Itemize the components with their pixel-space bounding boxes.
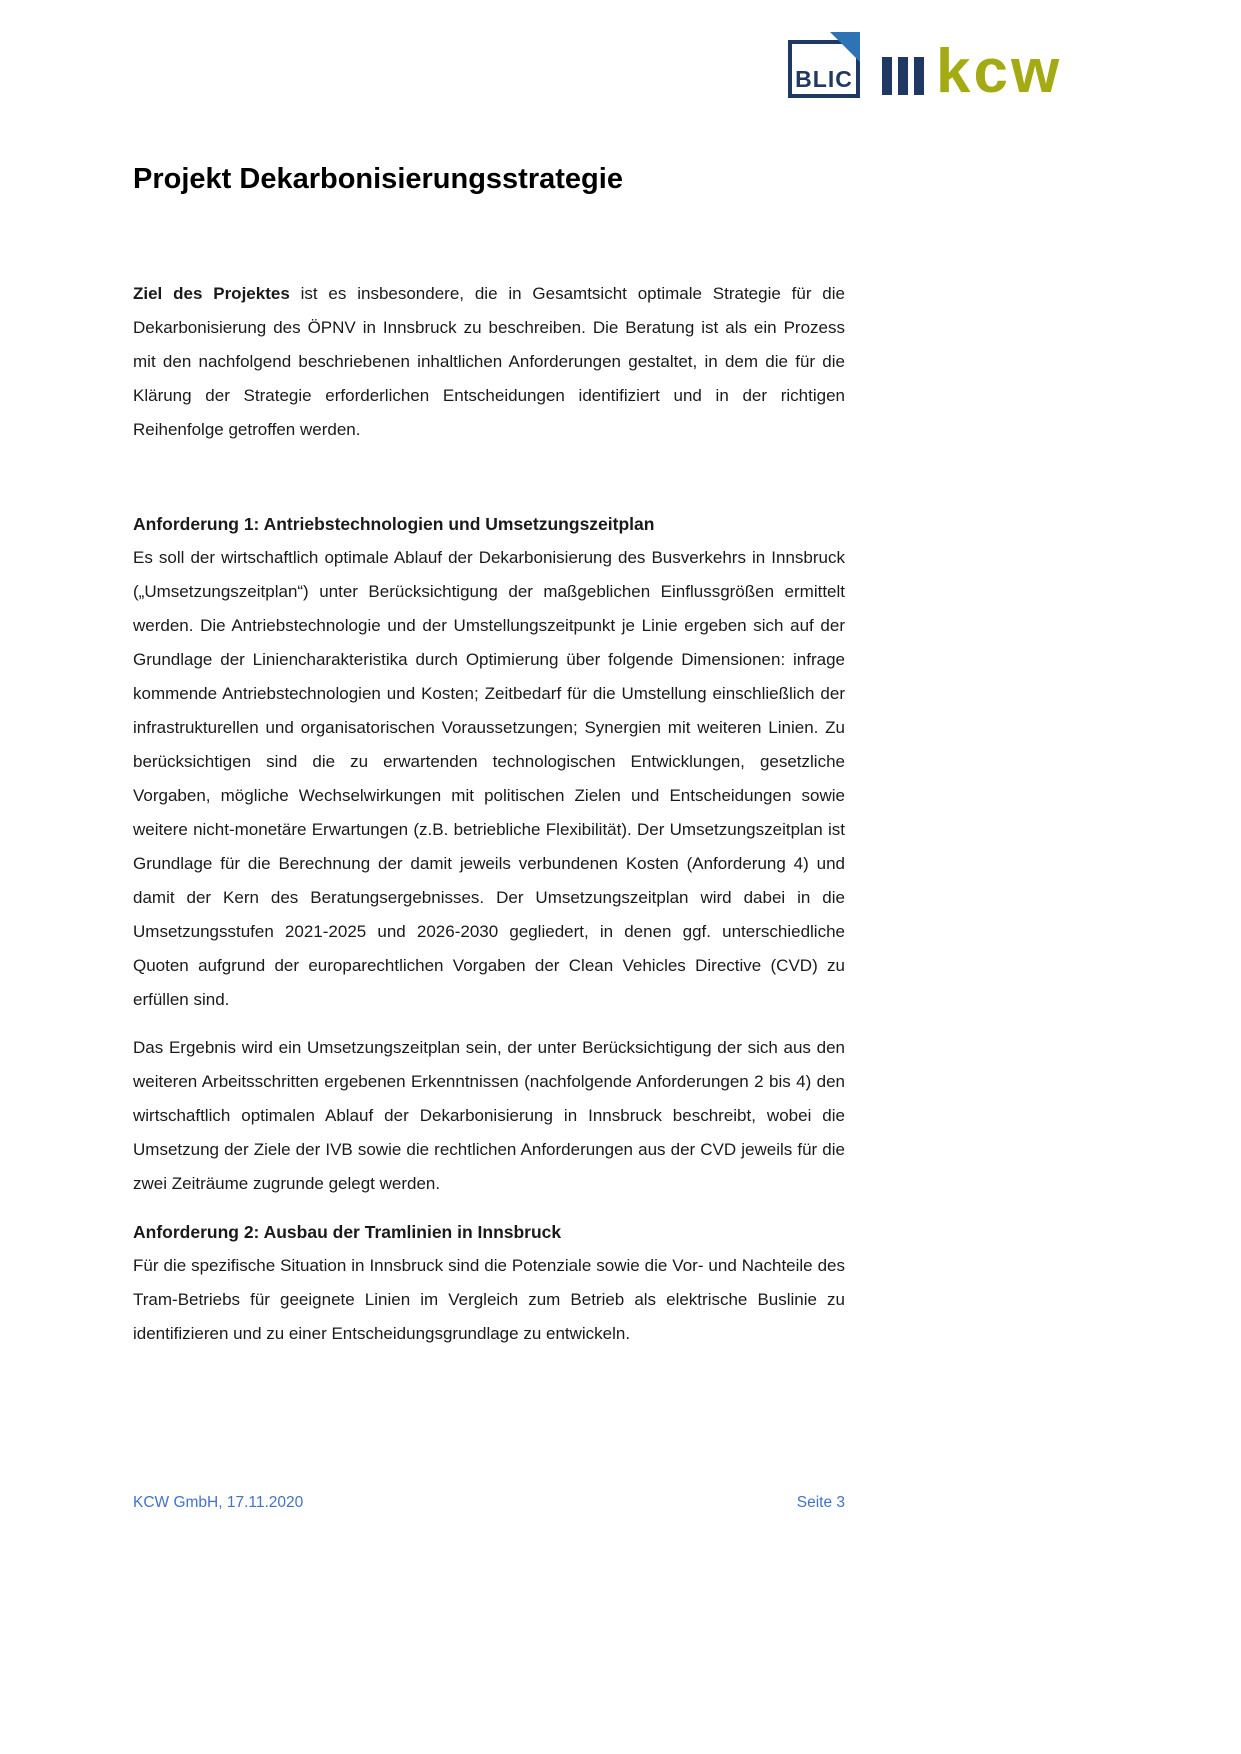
footer-left-text: KCW GmbH, 17.11.2020 (133, 1494, 304, 1511)
document-content (133, 0, 845, 1365)
kcw-logo-text: kcw (936, 37, 1063, 107)
kcw-logo (882, 37, 1063, 107)
section-1-heading: Anforderung 1: Antriebstechnologien und Umsetzungszeitplan (133, 513, 655, 534)
page-footer (133, 1494, 845, 1512)
section-anforderung-1 (133, 507, 845, 1201)
section-anforderung-2 (133, 1215, 845, 1351)
kcw-bars-icon (882, 57, 924, 95)
page-title: Projekt Dekarbonisierungsstrategie (133, 163, 623, 195)
intro-text: ist es insbesondere, die in Gesamtsicht optimale Strategie für die Dekarbonisierung des ÖPNV in Innsbruck zu beschreiben. Die Beratung ist als ein Prozess mit den nachfolgend beschriebenen inhaltlichen Anforderungen gestaltet, in dem die für die Klärung der Strategie erforderlichen Entscheidungen identifiziert und in der richtigen Reihenfolge getroffen werden. (133, 283, 845, 439)
blic-logo-text: BLIC (795, 66, 853, 92)
section-2-paragraph-1: Für die spezifische Situation in Innsbruck sind die Potenziale sowie die Vor- und Nachteile des Tram-Betriebs für geeignete Linien im Vergleich zum Betrieb als elektrische Buslinie zu identifizieren und zu einer Entscheidungsgrundlage zu entwickeln. (133, 1255, 845, 1343)
footer-page-number: Seite 3 (796, 1494, 845, 1511)
section-1-paragraph-1: Es soll der wirtschaftlich optimale Ablauf der Dekarbonisierung des Busverkehrs in Innsbruck („Umsetzungszeitplan“) unter Berücksichtigung der maßgeblichen Einflussgrößen ermittelt werden. Die Antriebstechnologie und der Umstellungszeitpunkt je Linie ergeben sich auf der Grundlage der Liniencharakteristika durch Optimierung über folgende Dimensionen: infrage kommende Antriebstechnologien und Kosten; Zeitbedarf für die Umstellung einschließlich der infrastrukturellen und organisatorischen Voraussetzungen; Synergien mit weiteren Linien. Zu berücksichtigen sind die zu erwartenden technologischen Entwicklungen, gesetzliche Vorgaben, mögliche Wechselwirkungen mit politischen Zielen und Entscheidungen sowie weitere nicht-monetäre Erwartungen (z.B. betriebliche Flexibilität). Der Umsetzungszeitplan ist Grundlage für die Berechnung der damit jeweils verbundenen Kosten (Anforderung 4) und damit der Kern des Beratungsergebnisses. Der Umsetzungszeitplan wird dabei in die Umsetzungsstufen 2021-2025 und 2026-2030 gegliedert, in denen ggf. unterschiedliche Quoten aufgrund der europarechtlichen Vorgaben der Clean Vehicles Directive (CVD) zu erfüllen sind. (133, 547, 845, 1009)
section-1-paragraph-2: Das Ergebnis wird ein Umsetzungszeitplan sein, der unter Berücksichtigung der sich aus den weiteren Arbeitsschritten ergebenen Erkenntnissen (nachfolgende Anforderungen 2 bis 4) den wirtschaftlich optimalen Ablauf der Dekarbonisierung in Innsbruck beschreibt, wobei die Umsetzung der Ziele der IVB sowie die rechtlichen Anforderungen aus der CVD jeweils für die zwei Zeiträume zugrunde gelegt werden. (133, 1037, 845, 1193)
intro-paragraph (133, 277, 845, 447)
section-2-heading: Anforderung 2: Ausbau der Tramlinien in Innsbruck (133, 1221, 562, 1242)
intro-lead: Ziel des Projektes (133, 283, 290, 303)
